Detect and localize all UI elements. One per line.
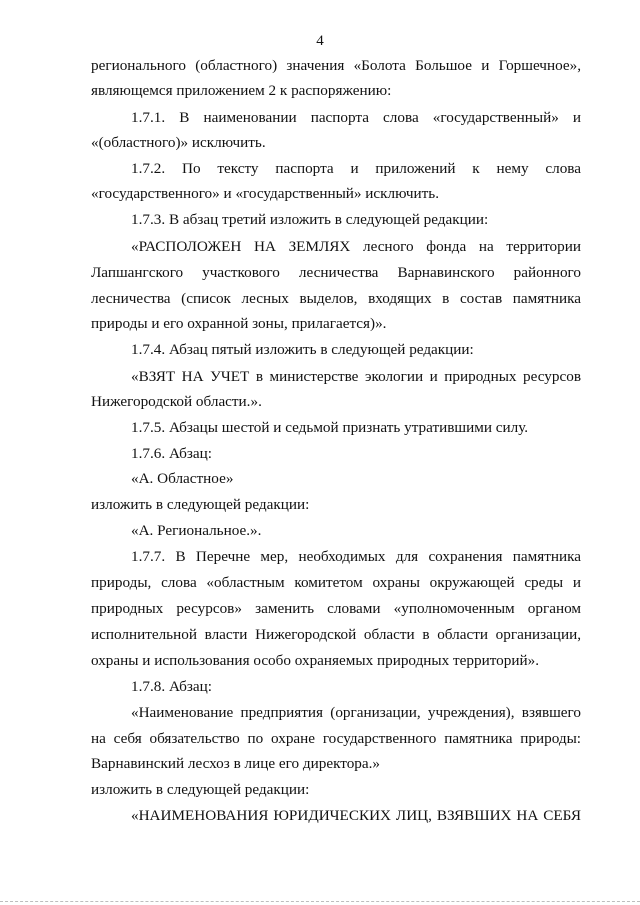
- text-line: Лапшангского участкового лесничества Варнавинского районного: [91, 264, 581, 281]
- text-line: 1.7.8. Абзац:: [131, 678, 212, 695]
- text-line: охраны и использования особо охраняемых природных территорий».: [91, 652, 539, 669]
- text-line: лесничества (список лесных выделов, входящих в состав памятника: [91, 290, 581, 307]
- text-line: природы и его охранной зоны, прилагается)».: [91, 315, 387, 332]
- text-line: 1.7.7. В Перечне мер, необходимых для сохранения памятника: [131, 548, 581, 565]
- page-number: 4: [316, 33, 324, 49]
- text-line: природных ресурсов» заменить словами «уполномоченным органом: [91, 600, 581, 617]
- text-line: «ВЗЯТ НА УЧЕТ в министерстве экологии и природных ресурсов: [131, 368, 581, 385]
- text-line: регионального (областного) значения «Болота Большое и Горшечное»,: [91, 57, 581, 74]
- text-line: 1.7.4. Абзац пятый изложить в следующей редакции:: [131, 341, 474, 358]
- text-line: 1.7.1. В наименовании паспорта слова «государственный» и: [131, 109, 581, 126]
- text-line: исполнительной власти Нижегородской области в области организации,: [91, 626, 581, 643]
- text-line: Варнавинский лесхоз в лице его директора.»: [91, 755, 381, 772]
- text-line: «государственного» и «государственный» исключить.: [91, 185, 440, 202]
- text-line: являющемся приложением 2 к распоряжению:: [91, 82, 392, 99]
- text-line: «Наименование предприятия (организации, учреждения), взявшего: [131, 704, 581, 721]
- text-line: «(областного)» исключить.: [91, 134, 266, 151]
- text-line: «А. Областное»: [131, 470, 234, 487]
- text-line: изложить в следующей редакции:: [91, 496, 310, 513]
- text-line: природы, слова «областным комитетом охраны окружающей среды и: [91, 574, 581, 591]
- text-line: изложить в следующей редакции:: [91, 781, 310, 798]
- text-line: «А. Региональное.».: [131, 522, 262, 539]
- text-line: на себя обязательство по охране государственного памятника природы:: [91, 730, 581, 747]
- text-line: «НАИМЕНОВАНИЯ ЮРИДИЧЕСКИХ ЛИЦ, ВЗЯВШИХ НА СЕБЯ: [131, 807, 581, 824]
- scan-edge-divider: [0, 901, 640, 902]
- text-line: 1.7.5. Абзацы шестой и седьмой признать утратившими силу.: [131, 419, 529, 436]
- text-line: 1.7.3. В абзац третий изложить в следующей редакции:: [131, 211, 489, 228]
- text-line: 1.7.6. Абзац:: [131, 445, 212, 462]
- text-line: Нижегородской области.».: [91, 393, 262, 410]
- text-line: 1.7.2. По тексту паспорта и приложений к нему слова: [131, 160, 581, 177]
- text-line: «РАСПОЛОЖЕН НА ЗЕМЛЯХ лесного фонда на территории: [131, 238, 581, 255]
